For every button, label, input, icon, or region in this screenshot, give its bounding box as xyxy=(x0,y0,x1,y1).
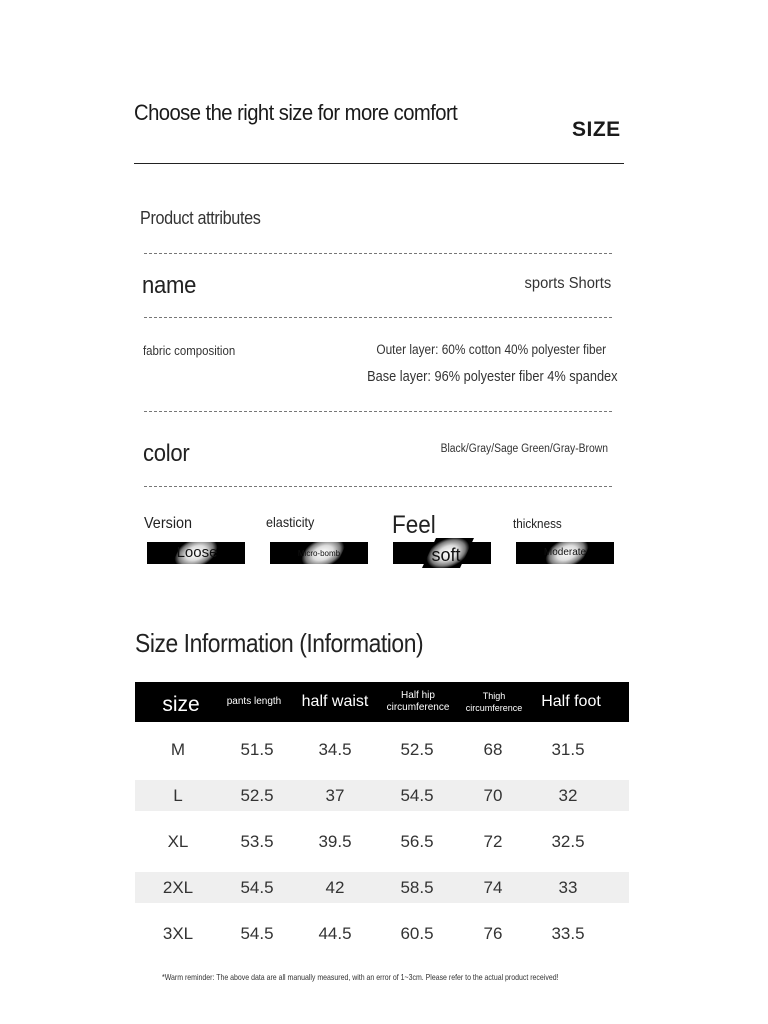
cell-pants-length: 52.5 xyxy=(240,785,274,805)
cell-half-foot: 31.5 xyxy=(551,739,585,759)
cell-thigh: 76 xyxy=(483,923,503,943)
header-thigh: Thigh circumference xyxy=(465,691,523,713)
elasticity-indicator xyxy=(270,542,368,564)
fabric-label: fabric composition xyxy=(143,343,236,358)
version-indicator xyxy=(147,542,245,564)
cell-half-hip: 52.5 xyxy=(400,739,434,759)
cell-thigh: 72 xyxy=(483,831,503,851)
cell-size: M xyxy=(170,739,186,759)
version-scale xyxy=(144,515,197,533)
feel-value: soft xyxy=(431,545,461,565)
cell-half-waist: 44.5 xyxy=(318,923,352,943)
table-row xyxy=(135,826,629,857)
feel-scale xyxy=(392,511,441,540)
product-attributes-title: Product attributes xyxy=(140,208,261,228)
header-half-hip: Half hip circumference xyxy=(386,690,450,713)
cell-pants-length: 54.5 xyxy=(240,923,274,943)
thickness-scale xyxy=(513,516,567,531)
table-row xyxy=(135,734,629,765)
cell-half-foot: 33.5 xyxy=(551,923,585,943)
dashed-divider xyxy=(144,317,612,318)
header-half-foot: Half foot xyxy=(541,693,601,710)
size-table xyxy=(135,682,629,949)
table-header xyxy=(135,682,629,722)
elasticity-label: elasticity xyxy=(266,514,315,530)
cell-half-waist: 39.5 xyxy=(318,831,352,851)
header-pants-length: pants length xyxy=(226,696,282,707)
elasticity-value: Micro-bomb xyxy=(297,549,341,558)
dashed-divider xyxy=(144,253,612,254)
thickness-label: thickness xyxy=(513,516,562,531)
cell-half-waist: 37 xyxy=(325,785,345,805)
feel-indicator xyxy=(393,542,491,564)
dashed-divider xyxy=(144,411,612,412)
dashed-divider xyxy=(144,486,612,487)
cell-half-foot: 32 xyxy=(558,785,578,805)
cell-half-hip: 54.5 xyxy=(400,785,434,805)
thickness-value: Moderate xyxy=(543,547,587,558)
page-heading: Choose the right size for more comfort xyxy=(134,100,458,125)
fabric-base-value: Base layer: 96% polyester fiber 4% spandex xyxy=(367,369,618,385)
cell-size: 2XL xyxy=(162,877,194,897)
cell-pants-length: 53.5 xyxy=(240,831,274,851)
header-size: size xyxy=(162,693,200,716)
cell-pants-length: 54.5 xyxy=(240,877,274,897)
table-row xyxy=(135,780,629,811)
cell-half-hip: 56.5 xyxy=(400,831,434,851)
cell-size: 3XL xyxy=(162,923,194,943)
cell-half-foot: 32.5 xyxy=(551,831,585,851)
cell-thigh: 68 xyxy=(483,739,503,759)
size-info-title: Size Information (Information) xyxy=(135,628,424,658)
header-half-waist: half waist xyxy=(301,693,369,710)
name-value: sports Shorts xyxy=(524,275,611,292)
thickness-indicator xyxy=(516,542,614,564)
cell-thigh: 70 xyxy=(483,785,503,805)
color-value: Black/Gray/Sage Green/Gray-Brown xyxy=(440,443,608,455)
name-label: name xyxy=(142,272,197,299)
feel-label: Feel xyxy=(392,511,436,539)
fabric-outer-value: Outer layer: 60% cotton 40% polyester fiber xyxy=(376,342,606,357)
cell-half-waist: 42 xyxy=(325,877,345,897)
cell-pants-length: 51.5 xyxy=(240,739,274,759)
warm-reminder-note: *Warm reminder: The above data are all manually measured, with an error of 1~3cm. Please refer to the actual product received! xyxy=(162,972,559,982)
cell-thigh: 74 xyxy=(483,877,503,897)
cell-size: L xyxy=(173,785,183,805)
color-label: color xyxy=(143,440,190,467)
version-label: Version xyxy=(144,515,193,532)
cell-half-waist: 34.5 xyxy=(318,739,352,759)
table-row xyxy=(135,918,629,949)
table-row xyxy=(135,872,629,903)
cell-half-hip: 58.5 xyxy=(400,877,434,897)
cell-half-hip: 60.5 xyxy=(400,923,434,943)
header-divider xyxy=(134,163,624,164)
size-tag: SIZE xyxy=(572,118,621,141)
version-value: Loose xyxy=(176,544,218,561)
cell-half-foot: 33 xyxy=(558,877,578,897)
elasticity-scale xyxy=(266,514,320,530)
cell-size: XL xyxy=(167,831,189,851)
